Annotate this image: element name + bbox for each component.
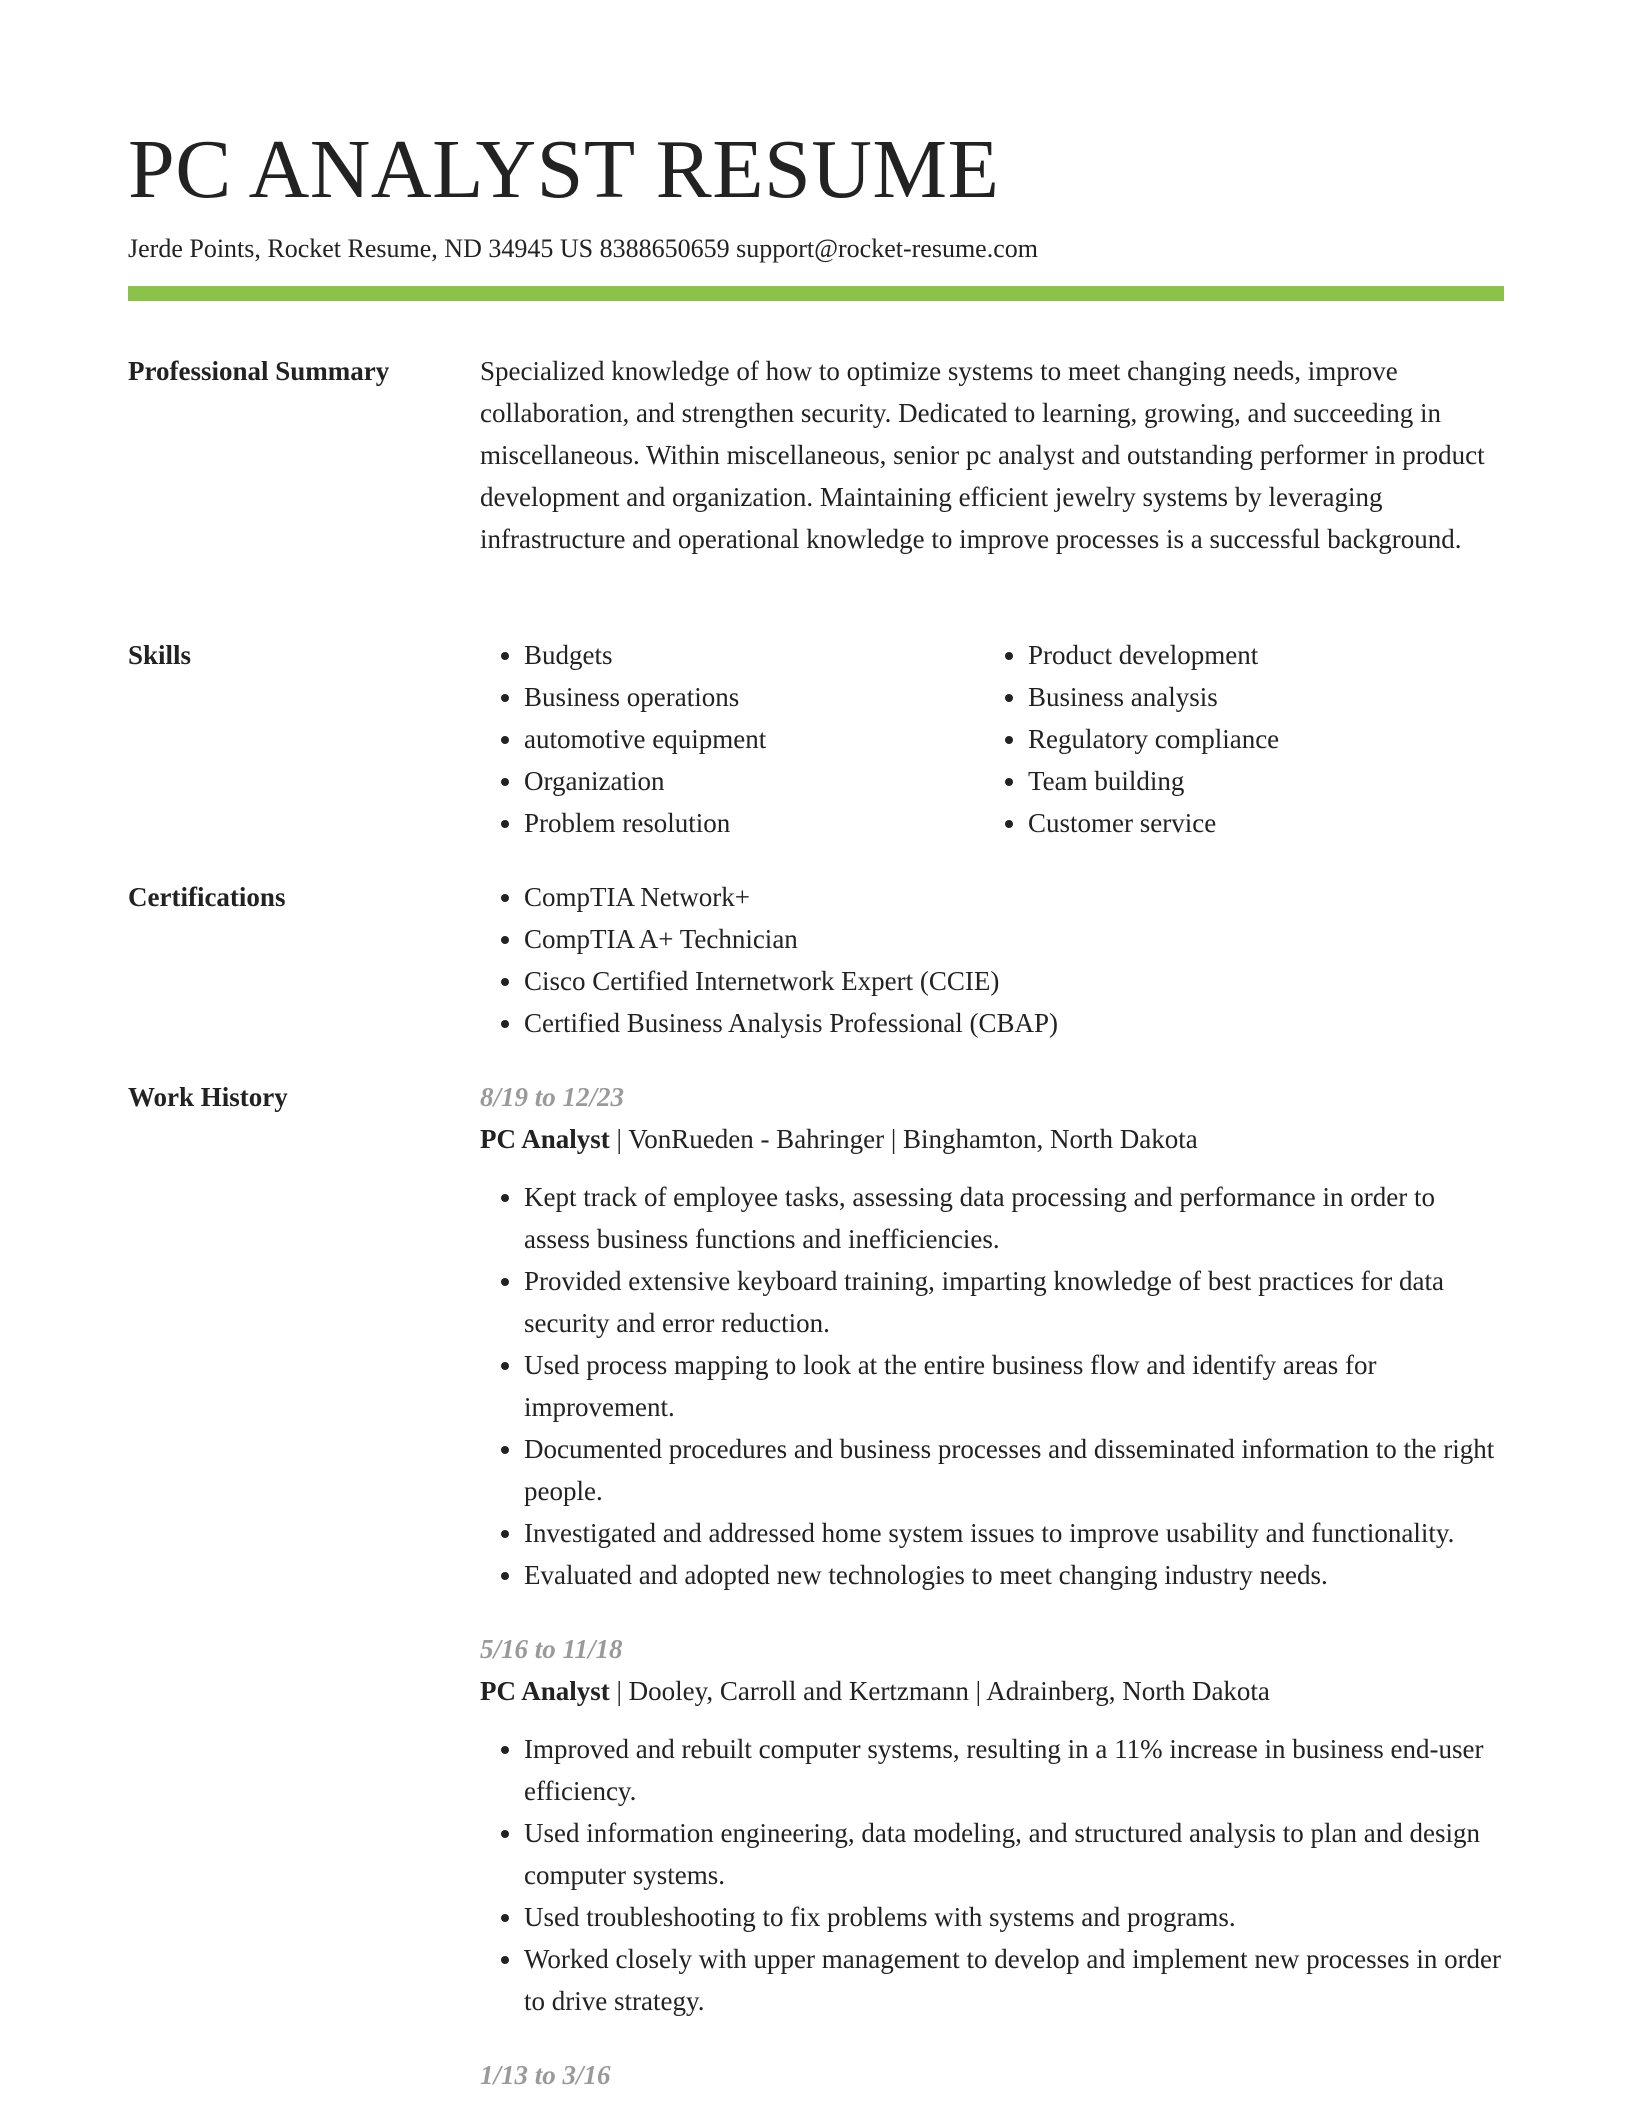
job-heading [480, 1118, 1504, 1160]
skill-item: • Team building [1028, 760, 1484, 802]
job-entry [480, 2054, 1504, 2096]
job-entry [480, 1628, 1504, 2022]
certification-item: • CompTIA A+ Technician [524, 918, 1504, 960]
skill-item: • Customer service [1028, 802, 1484, 844]
job-details: | VonRueden - Bahringer | Binghamton, North Dakota [609, 1124, 1198, 1154]
job-bullet: • Documented procedures and business processes and disseminated information to the right people. [524, 1428, 1504, 1512]
job-details: | Dooley, Carroll and Kertzmann | Adrainberg, North Dakota [609, 1676, 1270, 1706]
job-bullets [480, 1728, 1504, 2022]
skill-item: • Organization [524, 760, 980, 802]
certifications-content [480, 876, 1504, 1044]
certification-item: • CompTIA Network+ [524, 876, 1504, 918]
job-bullet: • Evaluated and adopted new technologies to meet changing industry needs. [524, 1554, 1504, 1596]
skills-list-right [984, 634, 1484, 844]
resume-title: PC ANALYST RESUME [128, 123, 1000, 216]
summary-label: Professional Summary [128, 356, 390, 386]
job-heading [480, 1670, 1504, 1712]
skills-label: Skills [128, 640, 192, 670]
skill-item: • Product development [1028, 634, 1484, 676]
accent-divider [128, 286, 1504, 301]
job-bullet: • Used process mapping to look at the entire business flow and identify areas for improvement. [524, 1344, 1504, 1428]
job-bullet: • Kept track of employee tasks, assessing data processing and performance in order to assess business functions and inefficiencies. [524, 1176, 1504, 1260]
skill-item: • Business operations [524, 676, 980, 718]
job-bullet: • Provided extensive keyboard training, imparting knowledge of best practices for data security and error reduction. [524, 1260, 1504, 1344]
job-bullet: • Investigated and addressed home system issues to improve usability and functionality. [524, 1512, 1504, 1554]
skills-content [480, 634, 1504, 844]
skill-item: • Budgets [524, 634, 980, 676]
job-role: PC Analyst [480, 1676, 610, 1706]
summary-content [480, 350, 1504, 560]
job-dates: 1/13 to 3/16 [480, 2060, 611, 2090]
skill-item: • Business analysis [1028, 676, 1484, 718]
job-dates: 5/16 to 11/18 [480, 1634, 623, 1664]
work-history-content [480, 1076, 1504, 2128]
job-bullets [480, 1176, 1504, 1596]
job-bullet: • Improved and rebuilt computer systems, resulting in a 11% increase in business end-user efficiency. [524, 1728, 1504, 1812]
summary-text: Specialized knowledge of how to optimize systems to meet changing needs, improve collaboration, and strengthen security. Dedicated to learning, growing, and succeeding in miscellaneous. Within miscellaneous, senior pc analyst and outstanding performer in product development and organization. Maintaining efficient jewelry systems by leveraging infrastructure and operational knowledge to improve processes is a successful background. [480, 356, 1485, 554]
certifications-label: Certifications [128, 882, 286, 912]
certifications-list [480, 876, 1504, 1044]
certification-item: • Certified Business Analysis Professional (CBAP) [524, 1002, 1504, 1044]
contact-line: Jerde Points, Rocket Resume, ND 34945 US 8388650659 support@rocket-resume.com [128, 234, 1038, 263]
job-role: PC Analyst [480, 1124, 610, 1154]
job-entry [480, 1076, 1504, 1596]
skill-item: • Problem resolution [524, 802, 980, 844]
job-bullet: • Used information engineering, data modeling, and structured analysis to plan and design computer systems. [524, 1812, 1504, 1896]
job-bullet: • Worked closely with upper management to develop and implement new processes in order to drive strategy. [524, 1938, 1504, 2022]
skills-list-left [480, 634, 980, 844]
skill-item: • automotive equipment [524, 718, 980, 760]
certification-item: • Cisco Certified Internetwork Expert (CCIE) [524, 960, 1504, 1002]
job-bullet: • Used troubleshooting to fix problems with systems and programs. [524, 1896, 1504, 1938]
job-dates: 8/19 to 12/23 [480, 1082, 625, 1112]
work-history-label: Work History [128, 1082, 288, 1112]
skill-item: • Regulatory compliance [1028, 718, 1484, 760]
